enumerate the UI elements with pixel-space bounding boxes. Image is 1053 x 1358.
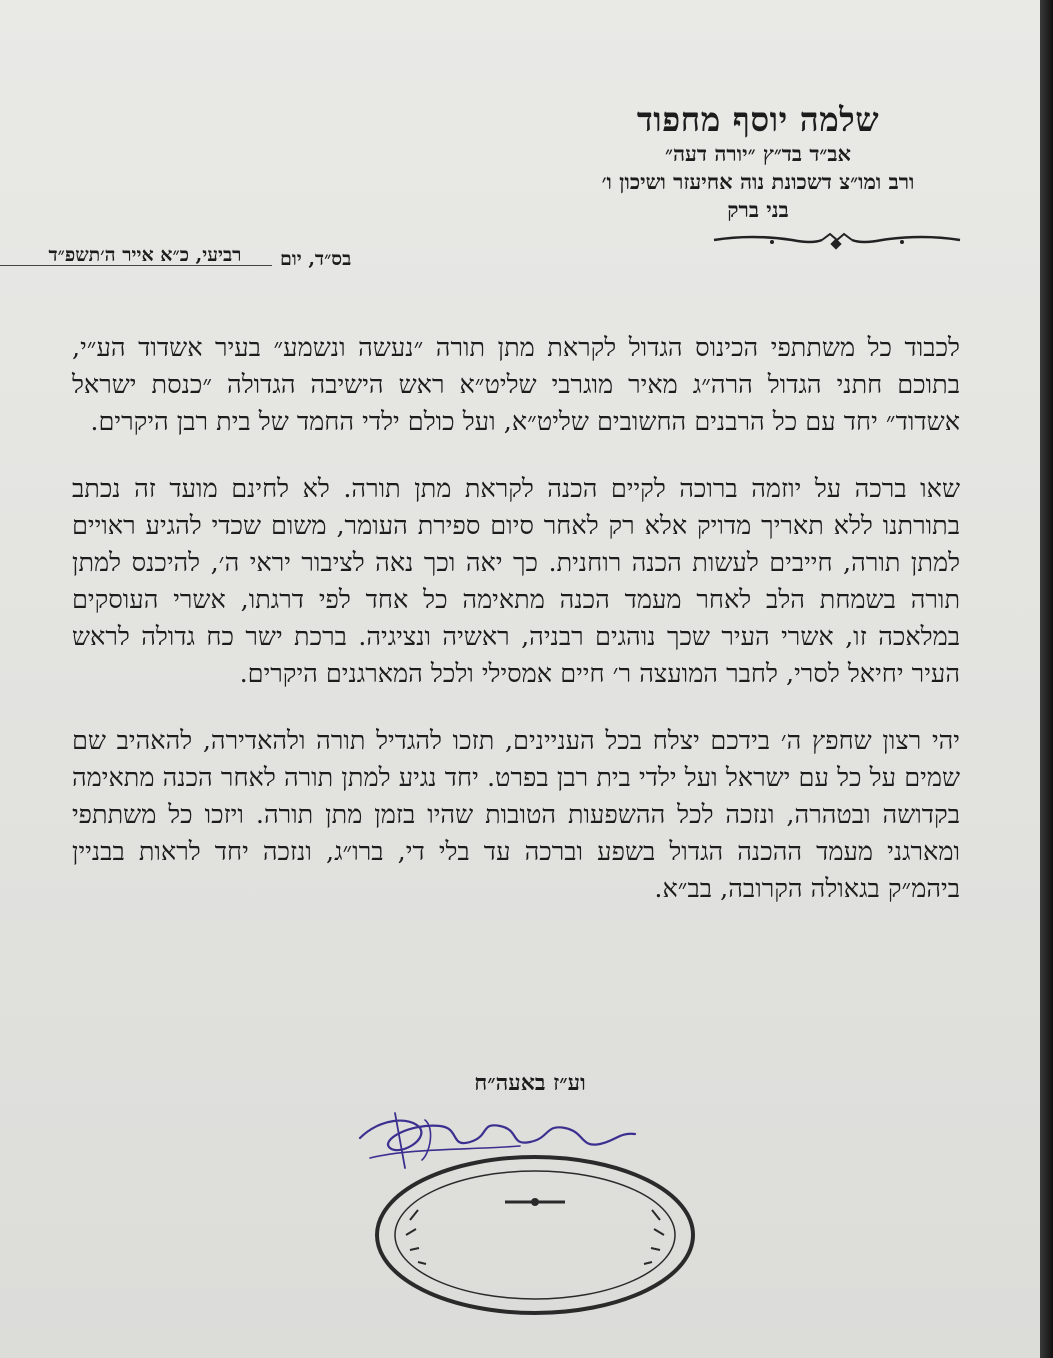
- letterhead-city: בני ברק: [727, 197, 789, 222]
- scan-edge-shadow: [1040, 0, 1053, 1358]
- letter-closing: וע״ז באעה״ח: [474, 1070, 586, 1096]
- official-stamp: [370, 1150, 700, 1320]
- letterhead-title-2: ורב ומו״צ דשכונת נוה אחיעזר ושיכון ו׳: [601, 169, 915, 194]
- letter-paragraph-1: לכבוד כל משתתפי הכינוס הגדול לקראת מתן תורה ״נעשה ונשמע״ בעיר אשדוד הע״י, בתוכם חתני הגדול הרה״ג מאיר מוגרבי שליט״א ראש הישיבה הגדולה ״כנסת ישראל אשדוד״ יחד עם כל הרבנים החשובים שליט״א, ועל כולם ילדי החמד של בית רבן היקרים.: [72, 333, 960, 437]
- letterhead-title-1: אב״ד בד״ץ ״יורה דעה״: [664, 141, 852, 166]
- date-value: רביעי, כ״א אייר ה׳תשפ״ד: [48, 244, 242, 266]
- letterhead-name: שלמה יוסף מחפוד: [636, 100, 880, 139]
- letter-body: [72, 330, 960, 938]
- letterhead-ornament-divider: [712, 228, 962, 252]
- letter-paragraph-2: שאו ברכה על יוזמה ברוכה לקיים הכנה לקראת מתן תורה. לא לחינם מועד זה נכתב בתורתנו ללא תאריך מדויק אלא רק לאחר סיום ספירת העומר, משום שכדי להגיע ראויים למתן תורה, חייבים לעשות הכנה רוחנית. כך יאה וכך נאה לציבור יראי ה׳, להיכנס למתן תורה בשמחת הלב לאחר מעמד הכנה מתאימה כל אחד לפי דרגתו, אשרי העוסקים במלאכה זו, אשרי העיר שכך נוהגים רבניה, ראשיה ונציגיה. ברכת ישר כח גדולה לראש העיר יחיאל לסרי, לחבר המועצה ר׳ חיים אמסילי ולכל המארגנים היקרים.: [72, 474, 960, 689]
- date-underline: [0, 265, 272, 266]
- letterhead: [548, 100, 968, 224]
- letter-paragraph-3: יהי רצון שחפץ ה׳ בידכם יצלח בכל העניינים, תזכו להגדיל תורה ולהאדירה, להאהיב שם שמים על כל עם ישראל ועל ילדי בית רבן בפרט. יחד נגיע למתן תורה לאחר הכנה מתאימה בקדושה ובטהרה, ונזכה לכל ההשפעות הטובות שהיו בזמן מתן תורה. ויזכו כל משתתפי ומארגני מעמד ההכנה הגדול בשפע וברכה עד בלי די, ברו״ג, ונזכה יחד לראות בבניין ביהמ״ק בגאולה הקרובה, בב״א.: [72, 726, 960, 904]
- date-prefix: בס״ד, יום: [280, 248, 352, 270]
